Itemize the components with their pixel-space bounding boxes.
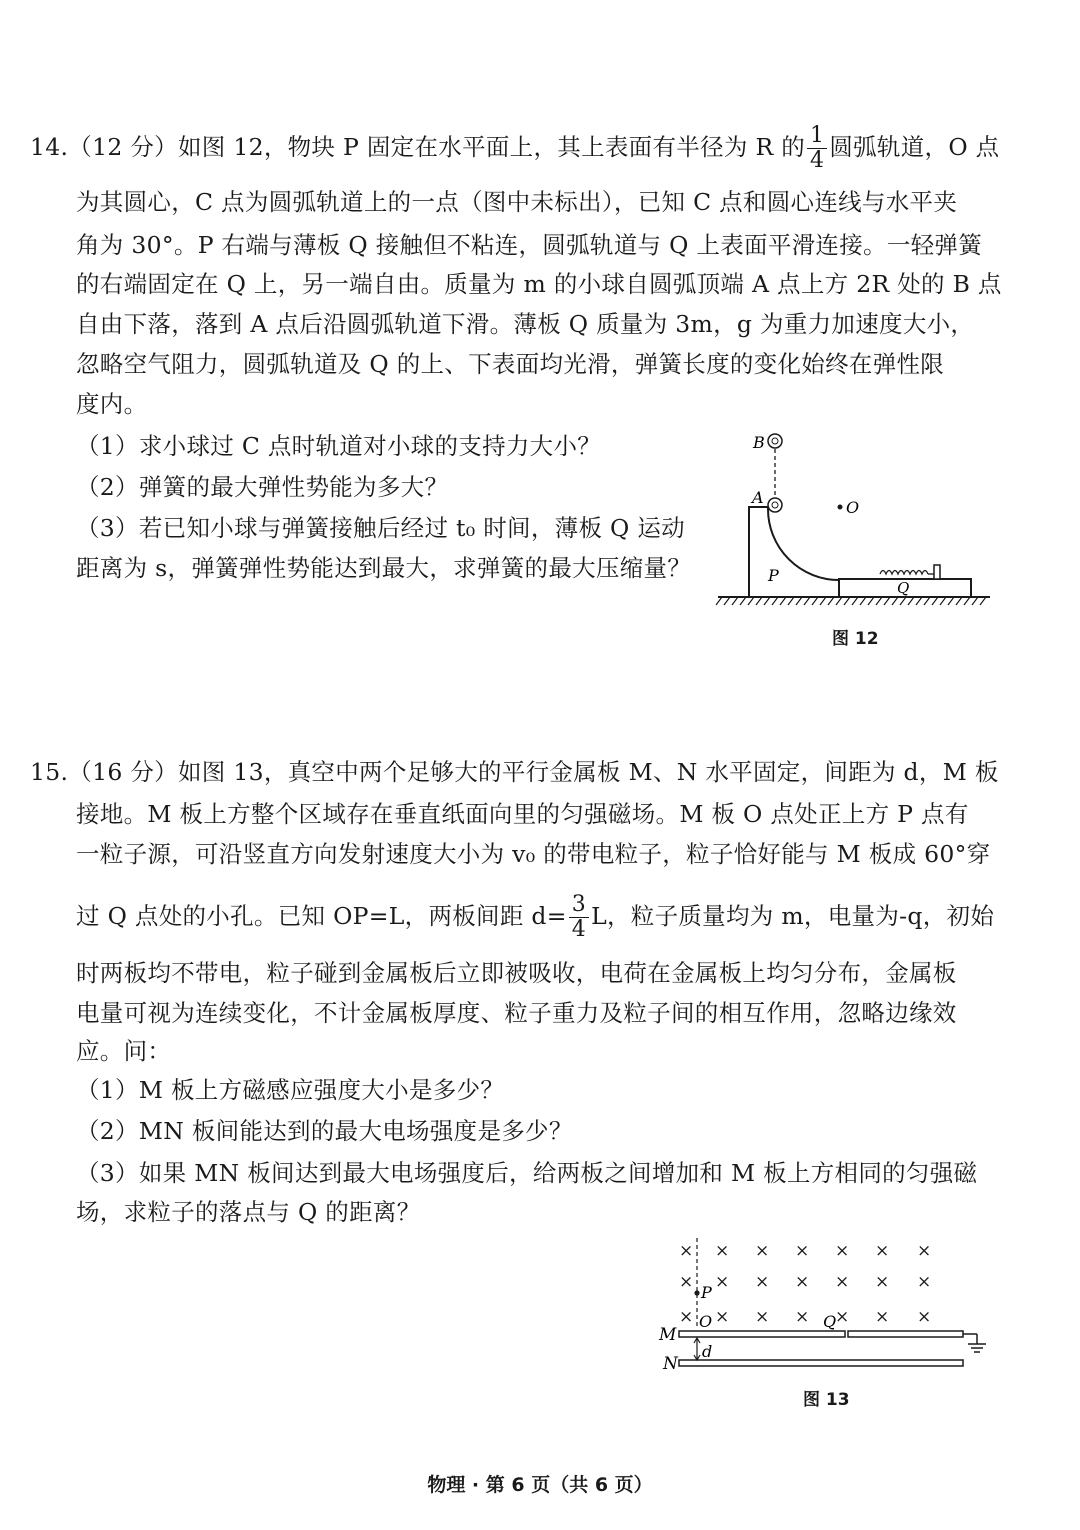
ground-icon — [963, 1334, 986, 1352]
magnetic-field-crosses — [679, 1241, 931, 1327]
q14-line4: 的右端固定在 Q 上，另一端自由。质量为 m 的小球自圆弧顶端 A 点上方 2R 处的 B 点 — [76, 270, 1002, 298]
figure-12-caption: 图 12 — [832, 629, 879, 649]
q14-line7: 度内。 — [76, 390, 148, 418]
field-cross: × — [917, 1307, 932, 1327]
point-p — [694, 1290, 699, 1295]
plate-n — [679, 1360, 963, 1366]
q15-fraction-numerator: 3 — [569, 893, 589, 918]
q14-line1-text-a: 14.（12 分）如图 12，物块 P 固定在水平面上，其上表面有半径为 R 的 — [30, 133, 806, 161]
q15-line4-text-b: L，粒子质量均为 m，电量为-q，初始 — [591, 902, 995, 930]
q15-line6: 电量可视为连续变化，不计金属板厚度、粒子重力及粒子间的相互作用，忽略边缘效 — [76, 999, 957, 1027]
q14-line3: 角为 30°。P 右端与薄板 Q 接触但不粘连，圆弧轨道与 Q 上表面平滑连接。一轻弹簧 — [76, 231, 983, 259]
q14-line5: 自由下落，落到 A 点后沿圆弧轨道下滑。薄板 Q 质量为 3m，g 为重力加速度大小， — [76, 310, 975, 338]
block-p — [749, 507, 839, 597]
page-footer: 物理 · 第 6 页（共 6 页） — [427, 1474, 653, 1496]
q14-subquestion-1: （1）求小球过 C 点时轨道对小球的支持力大小？ — [76, 432, 602, 460]
field-cross: × — [835, 1241, 850, 1261]
field-cross: × — [679, 1307, 694, 1327]
q14-line1-text-b: 圆弧轨道，O 点 — [829, 133, 1000, 161]
ball-b — [768, 434, 782, 448]
q15-subquestion-1: （1）M 板上方磁感应强度大小是多少？ — [76, 1076, 505, 1104]
field-cross: × — [679, 1272, 694, 1292]
plate-m-left — [679, 1331, 845, 1337]
field-cross: × — [795, 1241, 810, 1261]
ground-hatching — [716, 597, 986, 605]
field-cross: × — [755, 1272, 770, 1292]
figure-13-caption: 图 13 — [803, 1390, 850, 1410]
q15-line7: 应。问： — [76, 1037, 172, 1065]
q14-fraction-numerator: 1 — [807, 124, 827, 149]
q14-line1 — [30, 124, 999, 173]
field-cross: × — [715, 1272, 730, 1292]
label-b: B — [753, 433, 765, 452]
label-o: O — [846, 498, 860, 517]
field-cross: × — [755, 1241, 770, 1261]
q15-subquestion-3-line1: （3）如果 MN 板间达到最大电场强度后，给两板之间增加和 M 板上方相同的匀强磁 — [76, 1159, 978, 1187]
figure-12 — [712, 425, 997, 650]
q14-line2: 为其圆心，C 点为圆弧轨道上的一点（图中未标出），已知 C 点和圆心连线与水平夹 — [76, 188, 958, 216]
field-cross: × — [875, 1272, 890, 1292]
label-p: P — [768, 566, 779, 585]
center-o-point — [838, 505, 843, 510]
label-n: N — [663, 1354, 678, 1374]
label-q: Q — [897, 579, 910, 597]
q15-line3: 一粒子源，可沿竖直方向发射速度大小为 v₀ 的带电粒子，粒子恰好能与 M 板成 60°穿 — [76, 840, 991, 868]
field-cross: × — [755, 1307, 770, 1327]
q14-subquestion-3-line1: （3）若已知小球与弹簧接触后经过 t₀ 时间，薄板 Q 运动 — [76, 514, 685, 542]
q14-line6: 忽略空气阻力，圆弧轨道及 Q 的上、下表面均光滑，弹簧长度的变化始终在弹性限 — [76, 350, 945, 378]
q15-line5: 时两板均不带电，粒子碰到金属板后立即被吸收，电荷在金属板上均匀分布，金属板 — [76, 959, 957, 987]
label-m: M — [659, 1325, 677, 1345]
figure-13 — [655, 1232, 995, 1382]
q14-subquestion-2: （2）弹簧的最大弹性势能为多大？ — [76, 473, 449, 501]
q15-fraction — [569, 893, 589, 942]
q15-line4-text-a: 过 Q 点处的小孔。已知 OP=L，两板间距 d= — [76, 902, 567, 930]
label-p: P — [701, 1283, 712, 1302]
field-cross: × — [679, 1241, 694, 1261]
distance-d-arrow — [694, 1338, 700, 1360]
q15-line2: 接地。M 板上方整个区域存在垂直纸面向里的匀强磁场。M 板 O 点处正上方 P 点有 — [76, 800, 969, 828]
q14-fraction-denominator: 4 — [810, 148, 825, 173]
label-d: d — [702, 1342, 713, 1361]
q15-fraction-denominator: 4 — [571, 917, 587, 942]
q15-subquestion-3-line2: 场，求粒子的落点与 Q 的距离？ — [76, 1198, 421, 1226]
field-cross: × — [917, 1241, 932, 1261]
field-cross: × — [715, 1241, 730, 1261]
ball-a — [768, 498, 782, 512]
label-q: Q — [823, 1312, 837, 1331]
field-cross: × — [835, 1272, 850, 1292]
field-cross: × — [835, 1307, 850, 1327]
spring — [880, 571, 936, 575]
q15-subquestion-2: （2）MN 板间能达到的最大电场强度是多少？ — [76, 1117, 573, 1145]
field-cross: × — [917, 1272, 932, 1292]
field-cross: × — [795, 1272, 810, 1292]
spring-stop — [934, 565, 940, 579]
label-o: O — [699, 1312, 713, 1331]
q15-line4 — [76, 893, 994, 942]
plate-m-right — [848, 1331, 963, 1337]
label-a: A — [752, 488, 764, 507]
field-cross: × — [715, 1307, 730, 1327]
field-cross: × — [875, 1241, 890, 1261]
field-cross: × — [875, 1307, 890, 1327]
field-cross: × — [795, 1307, 810, 1327]
q15-line1: 15.（16 分）如图 13，真空中两个足够大的平行金属板 M、N 水平固定，间距为 d，M 板 — [30, 758, 999, 786]
q14-fraction — [807, 124, 827, 173]
q14-subquestion-3-line2: 距离为 s，弹簧弹性势能达到最大，求弹簧的最大压缩量？ — [76, 554, 692, 582]
